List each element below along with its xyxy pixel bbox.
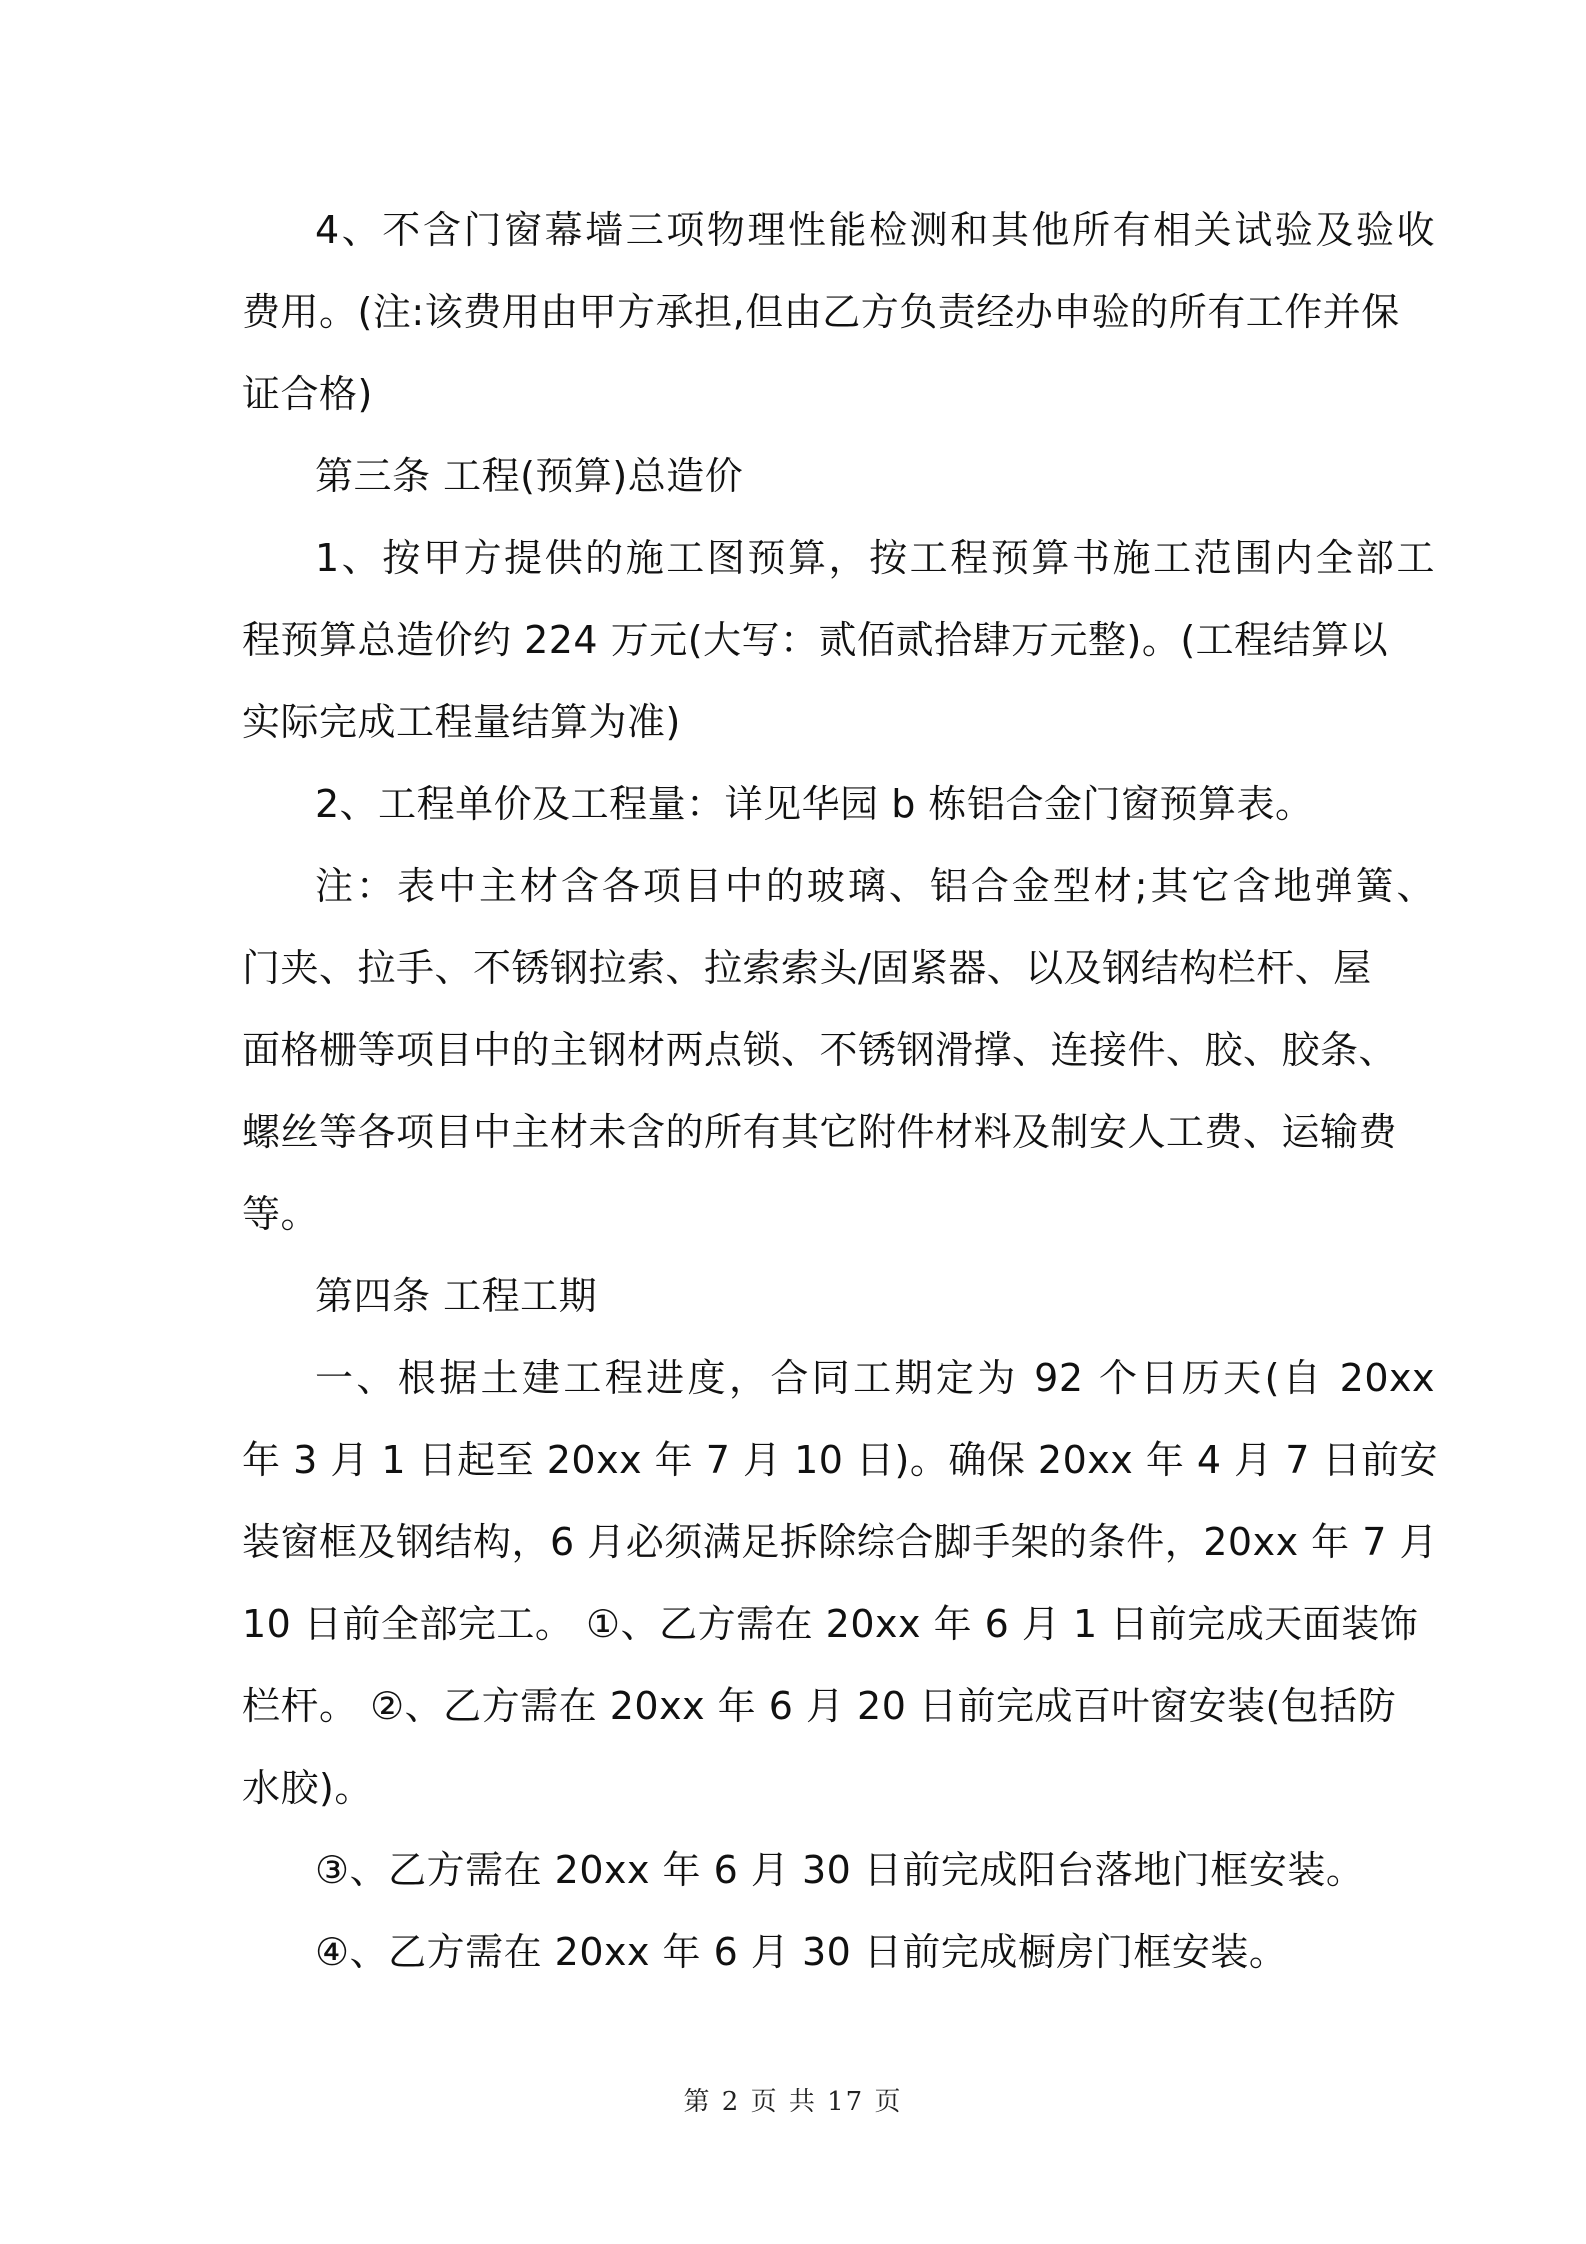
clause-3-note-line-2: 门夹、拉手、不锈钢拉索、拉索索头/固紧器、以及钢结构栏杆、屋 — [242, 946, 1372, 990]
clause-3-item-1-line-3: 实际完成工程量结算为准) — [242, 700, 681, 744]
page-number-footer: 第 2 页 共 17 页 — [683, 2087, 903, 2117]
clause-3-heading: 第三条 工程(预算)总造价 — [315, 454, 744, 498]
clause-4-item-1-line-6: 水胶)。 — [242, 1766, 373, 1810]
clause-3-note-line-1: 注：表中主材含各项目中的玻璃、铝合金型材;其它含地弹簧、 — [315, 864, 1435, 908]
clause-2-item-4-line-3: 证合格) — [242, 372, 373, 416]
clause-4-item-1-line-3: 装窗框及钢结构，6 月必须满足拆除综合脚手架的条件，20xx 年 7 月 — [242, 1520, 1439, 1564]
clause-4-milestone-3: ③、乙方需在 20xx 年 6 月 30 日前完成阳台落地门框安装。 — [315, 1848, 1365, 1892]
clause-3-note-line-3: 面格栅等项目中的主钢材两点锁、不锈钢滑撑、连接件、胶、胶条、 — [242, 1028, 1398, 1072]
clause-4-milestone-4: ④、乙方需在 20xx 年 6 月 30 日前完成橱房门框安装。 — [315, 1930, 1288, 1974]
clause-3-note-line-5: 等。 — [242, 1192, 320, 1236]
clause-2-item-4-line-2: 费用。(注:该费用由甲方承担,但由乙方负责经办申验的所有工作并保 — [242, 290, 1400, 334]
clause-3-item-1-line-2: 程预算总造价约 224 万元(大写：贰佰贰拾肆万元整)。(工程结算以 — [242, 618, 1389, 662]
clause-4-heading: 第四条 工程工期 — [315, 1274, 598, 1318]
clause-4-item-1-line-2: 年 3 月 1 日起至 20xx 年 7 月 10 日)。确保 20xx 年 4 月 7 日前安 — [242, 1438, 1438, 1482]
clause-3-note-line-4: 螺丝等各项目中主材未含的所有其它附件材料及制安人工费、运输费 — [242, 1110, 1398, 1154]
clause-3-item-2: 2、工程单价及工程量：详见华园 b 栋铝合金门窗预算表。 — [315, 782, 1314, 826]
clause-4-item-1-line-5: 栏杆。 ②、乙方需在 20xx 年 6 月 20 日前完成百叶窗安装(包括防 — [242, 1684, 1397, 1728]
clause-4-item-1-line-4: 10 日前全部完工。 ①、乙方需在 20xx 年 6 月 1 日前完成天面装饰 — [242, 1602, 1419, 1646]
clause-3-item-1-line-1: 1、按甲方提供的施工图预算，按工程预算书施工范围内全部工 — [315, 536, 1435, 580]
clause-4-item-1-line-1: 一、根据土建工程进度，合同工期定为 92 个日历天(自 20xx — [315, 1356, 1435, 1400]
clause-2-item-4-line-1: 4、不含门窗幕墙三项物理性能检测和其他所有相关试验及验收 — [315, 208, 1435, 252]
